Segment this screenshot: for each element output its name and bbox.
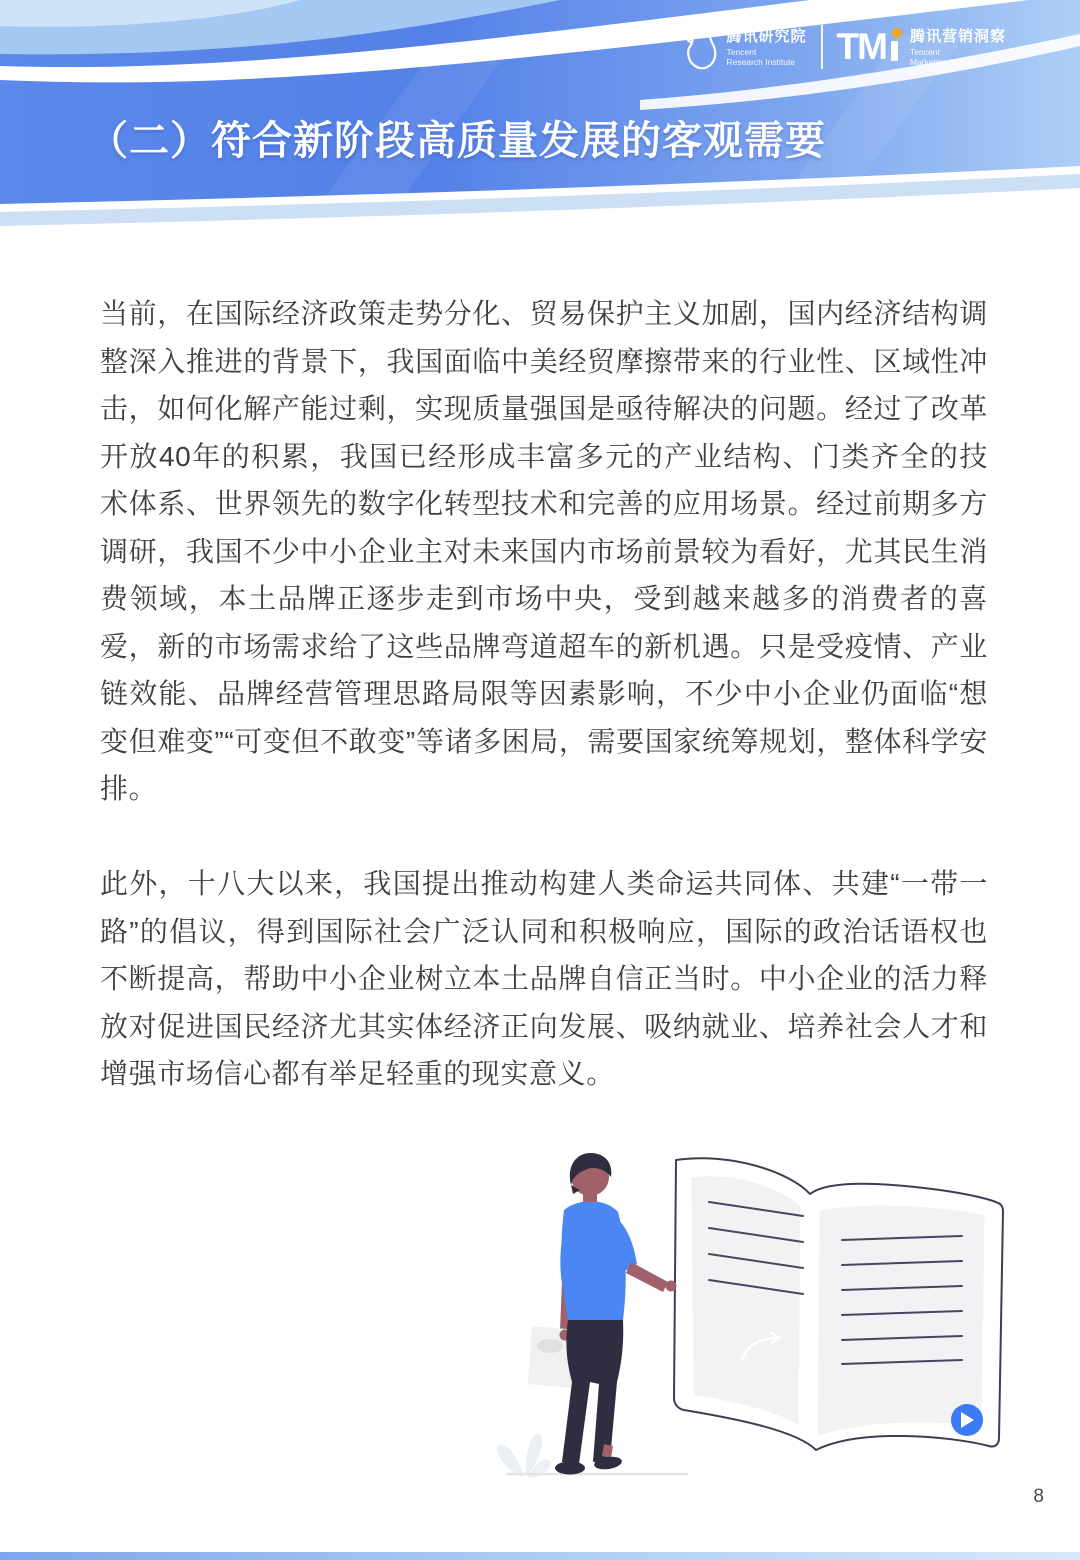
header-logos [685,22,1006,72]
tmi-i-dot-icon [892,28,902,38]
page-header [0,0,1080,230]
page-number: 8 [1033,1486,1044,1507]
tmi-logo-text [910,28,1006,67]
tmi-tm-letters: TM [836,26,886,67]
body-content [100,290,988,1145]
tmi-en-line2: Marketing Insight [909,56,975,67]
person-figure [528,1153,677,1475]
paragraph-1: 当前，在国际经济政策走势分化、贸易保护主义加剧，国内经济结构调整深入推进的背景下，我国面临中美经贸摩擦带来的行业性、区域性冲击，如何化解产能过剩，实现质量强国是亟待解决的问题。经过了改革开放40年的积累，我国已经形成丰富多元的产业结构、门类齐全的技术体系、世界领先的数字化转型技术和完善的应用场景。经过前期多方调研，我国不少中小企业主对未来国内市场前景较为看好，尤其民生消费领域，本土品牌正逐步走到市场中央，受到越来越多的消费者的喜爱，新的市场需求给了这些品牌弯道超车的新机遇。只是受疫情、产业链效能、品牌经营管理思路局限等因素影响，不少中小企业仍面临“想变但难变”“可变但不敢变”等诸多困局，需要国家统筹规划，整体科学安排。 [100,298,988,804]
tmi-en-line1: Tencent [909,46,940,57]
tri-cn-label: 腾讯研究院 [726,27,807,45]
penguin-logo-icon [685,22,719,72]
tri-en-line2: Research Institute [726,56,796,67]
paragraph-2: 此外，十八大以来，我国提出推动构建人类命运共同体、共建“一带一路”的倡议，得到国际社会广泛认同和积极响应，国际的政治话语权也不断提高，帮助中小企业树立本土品牌自信正当时。中小企业的活力释放对促进国民经济尤其实体经济正向发展、吸纳就业、培养社会人才和增强市场信心都有举足轻重的现实意义。 [100,868,988,1089]
plant-decoration [497,1433,550,1478]
tmi-wordmark [837,27,902,67]
open-book [674,1158,1003,1450]
tri-logo-text [727,28,807,67]
tmi-cn-label: 腾讯营销洞察 [909,27,1006,45]
reading-illustration [480,1130,1020,1480]
tri-en-line1: Tencent [726,46,757,57]
person-open-book-graphic [480,1130,1020,1480]
section-title: （二）符合新阶段高质量发展的客观需要 [88,119,826,163]
tencent-marketing-insight-logo [837,27,1006,67]
tencent-research-institute-logo [685,22,807,72]
logo-divider [821,25,823,69]
tmi-i-mark [889,27,902,67]
bottom-wave-strip [0,1552,1080,1560]
